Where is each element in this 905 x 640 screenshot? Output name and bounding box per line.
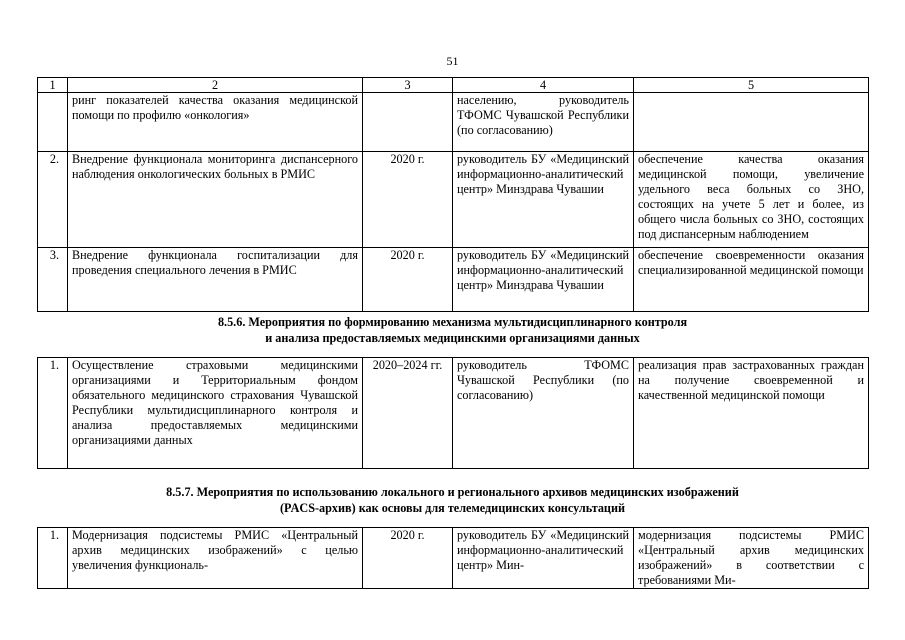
term-cell: 2020 г.: [363, 248, 453, 312]
responsible-cell: руководитель БУ «Медицинский информационно-аналитический центр» Минздрава Чувашии: [453, 152, 634, 248]
row-number: 2.: [38, 152, 68, 248]
column-number: 2: [68, 78, 363, 93]
measures-table-857: [37, 527, 869, 589]
measure-cell: Модернизация подсистемы РМИС «Центральный архив медицинских изображений» с целью увеличения функциональ-: [68, 528, 363, 589]
measure-cell: ринг показателей качества оказания медицинской помощи по профилю «онкология»: [68, 93, 363, 152]
section-title-line: и анализа предоставляемых медицинскими организациями данных: [265, 331, 640, 345]
section-title-line: 8.5.7. Мероприятия по использованию локального и регионального архивов медицинских изображений: [166, 485, 739, 499]
responsible-cell: руководитель БУ «Медицинский информационно-аналитический центр» Мин-: [453, 528, 634, 589]
responsible-cell: руководитель БУ «Медицинский информационно-аналитический центр» Минздрава Чувашии: [453, 248, 634, 312]
section-title-line: 8.5.6. Мероприятия по формированию механизма мультидисциплинарного контроля: [217, 315, 688, 329]
column-number: 4: [453, 78, 634, 93]
responsible-cell: руководитель ТФОМС Чувашской Республики (по согласованию): [453, 358, 634, 469]
section-title-line: (PACS-архив) как основы для телемедицинских консультаций: [280, 501, 625, 515]
result-cell: обеспечение своевременности оказания специализированной медицинской помощи: [634, 248, 869, 312]
result-cell: реализация прав застрахованных граждан на получение своевременной и качественной медицинской помощи: [634, 358, 869, 469]
term-cell: 2020 г.: [363, 152, 453, 248]
column-number: 1: [38, 78, 68, 93]
row-number: 1.: [38, 358, 68, 469]
result-cell: [634, 93, 869, 152]
table-row: [38, 358, 869, 469]
column-number-row: [38, 78, 869, 93]
table-row: [38, 93, 869, 152]
term-cell: 2020 г.: [363, 528, 453, 589]
page-number: 51: [446, 54, 459, 68]
table-row: [38, 152, 869, 248]
table-row: [38, 248, 869, 312]
section-title-856: [0, 314, 905, 346]
column-number: 5: [634, 78, 869, 93]
measure-cell: Осуществление страховыми медицинскими организациями и Территориальным фондом обязательного медицинского страхования Чувашской Республики мультидисциплинарного контроля и анализа предоставляемых медицинскими организациями данных: [68, 358, 363, 469]
row-number: 1.: [38, 528, 68, 589]
measures-table-continued: [37, 77, 869, 312]
row-number: [38, 93, 68, 152]
column-number: 3: [363, 78, 453, 93]
row-number: 3.: [38, 248, 68, 312]
measure-cell: Внедрение функционала мониторинга диспансерного наблюдения онкологических больных в РМИС: [68, 152, 363, 248]
result-cell: обеспечение качества оказания медицинской помощи, увеличение удельного веса больных со ЗНО, состоящих на учете 5 лет и более, из общего числа больных со ЗНО, состоящих под диспансерным наблюдением: [634, 152, 869, 248]
term-cell: 2020–2024 гг.: [363, 358, 453, 469]
measure-cell: Внедрение функционала госпитализации для проведения специального лечения в РМИС: [68, 248, 363, 312]
result-cell: модернизация подсистемы РМИС «Центральный архив медицинских изображений» в соответствии с требованиями Ми-: [634, 528, 869, 589]
measures-table-856: [37, 357, 869, 469]
table-row: [38, 528, 869, 589]
responsible-cell: населению, руководитель ТФОМС Чувашской Республики (по согласованию): [453, 93, 634, 152]
section-title-857: [0, 484, 905, 516]
term-cell: [363, 93, 453, 152]
